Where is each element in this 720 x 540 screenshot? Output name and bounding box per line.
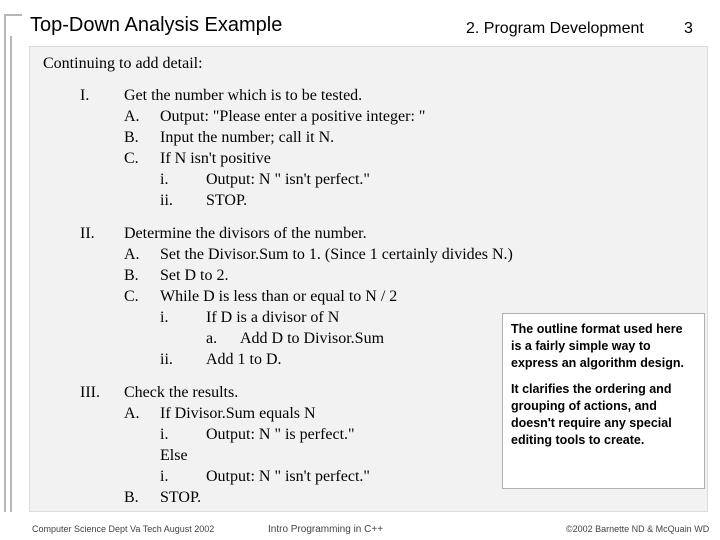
corner-decoration bbox=[4, 14, 22, 36]
note-paragraph: The outline format used here is a fairly simple way to express an algorithm design. bbox=[511, 322, 684, 370]
outline-label: i. bbox=[160, 468, 169, 485]
outline-label: ii. bbox=[160, 351, 173, 368]
outline-item-text: Set the Divisor.Sum to 1. (Since 1 certainly divides N.) bbox=[160, 246, 513, 263]
outline-item-text: Output: "Please enter a positive integer: " bbox=[160, 108, 426, 125]
outline-label: A. bbox=[124, 246, 140, 263]
section-title: 2. Program Development bbox=[466, 20, 644, 37]
outline-label: II. bbox=[80, 225, 95, 242]
outline-item-text: STOP. bbox=[160, 489, 202, 506]
outline-label: B. bbox=[124, 489, 139, 506]
outline-label: A. bbox=[124, 108, 140, 125]
outline-label: i. bbox=[160, 309, 169, 326]
note-paragraph: It clarifies the ordering and grouping of actions, and doesn't require any special editing tools to create. bbox=[511, 382, 672, 447]
outline-item-text: If Divisor.Sum equals N bbox=[160, 405, 316, 422]
outline-label: i. bbox=[160, 171, 169, 188]
note-box bbox=[502, 313, 705, 489]
outline-item-text: If N isn't positive bbox=[160, 150, 271, 167]
outline-item-text: Add D to Divisor.Sum bbox=[240, 330, 385, 347]
footer-center: Intro Programming in C++ bbox=[268, 524, 384, 535]
outline-item-text: While D is less than or equal to N / 2 bbox=[160, 288, 398, 305]
outline-label: i. bbox=[160, 426, 169, 443]
outline-item-text: STOP. bbox=[206, 192, 248, 209]
slide-title: Top-Down Analysis Example bbox=[30, 14, 283, 36]
footer-right: ©2002 Barnette ND & McQuain WD bbox=[566, 524, 710, 534]
outline-label: I. bbox=[80, 87, 90, 104]
outline-item-text: Add 1 to D. bbox=[206, 351, 282, 368]
outline-item-text: Get the number which is to be tested. bbox=[124, 87, 363, 104]
outline-label: B. bbox=[124, 267, 139, 284]
outline-label: B. bbox=[124, 129, 139, 146]
outline-item-text: Output: N " isn't perfect." bbox=[206, 171, 370, 188]
outline-label: ii. bbox=[160, 192, 173, 209]
outline-item-text: Output: N " isn't perfect." bbox=[206, 468, 370, 485]
outline-item-text: Check the results. bbox=[124, 384, 239, 401]
slide-number: 3 bbox=[684, 20, 693, 37]
outline-item-text: Set D to 2. bbox=[160, 267, 229, 284]
outline-label: III. bbox=[80, 384, 100, 401]
outline-item-text: Output: N " is perfect." bbox=[206, 426, 355, 443]
outline-item-text: Else bbox=[160, 447, 188, 464]
intro-text: Continuing to add detail: bbox=[43, 55, 203, 72]
outline-label: C. bbox=[124, 288, 139, 305]
outline-label: C. bbox=[124, 150, 139, 167]
outline-item-text: Determine the divisors of the number. bbox=[124, 225, 367, 242]
outline-item-text: If D is a divisor of N bbox=[206, 309, 340, 326]
outline-label: A. bbox=[124, 405, 140, 422]
outline-item-text: Input the number; call it N. bbox=[160, 129, 335, 146]
outline-label: a. bbox=[206, 330, 218, 347]
footer-left: Computer Science Dept Va Tech August 2002 bbox=[32, 524, 215, 534]
left-border-decoration bbox=[4, 36, 12, 512]
